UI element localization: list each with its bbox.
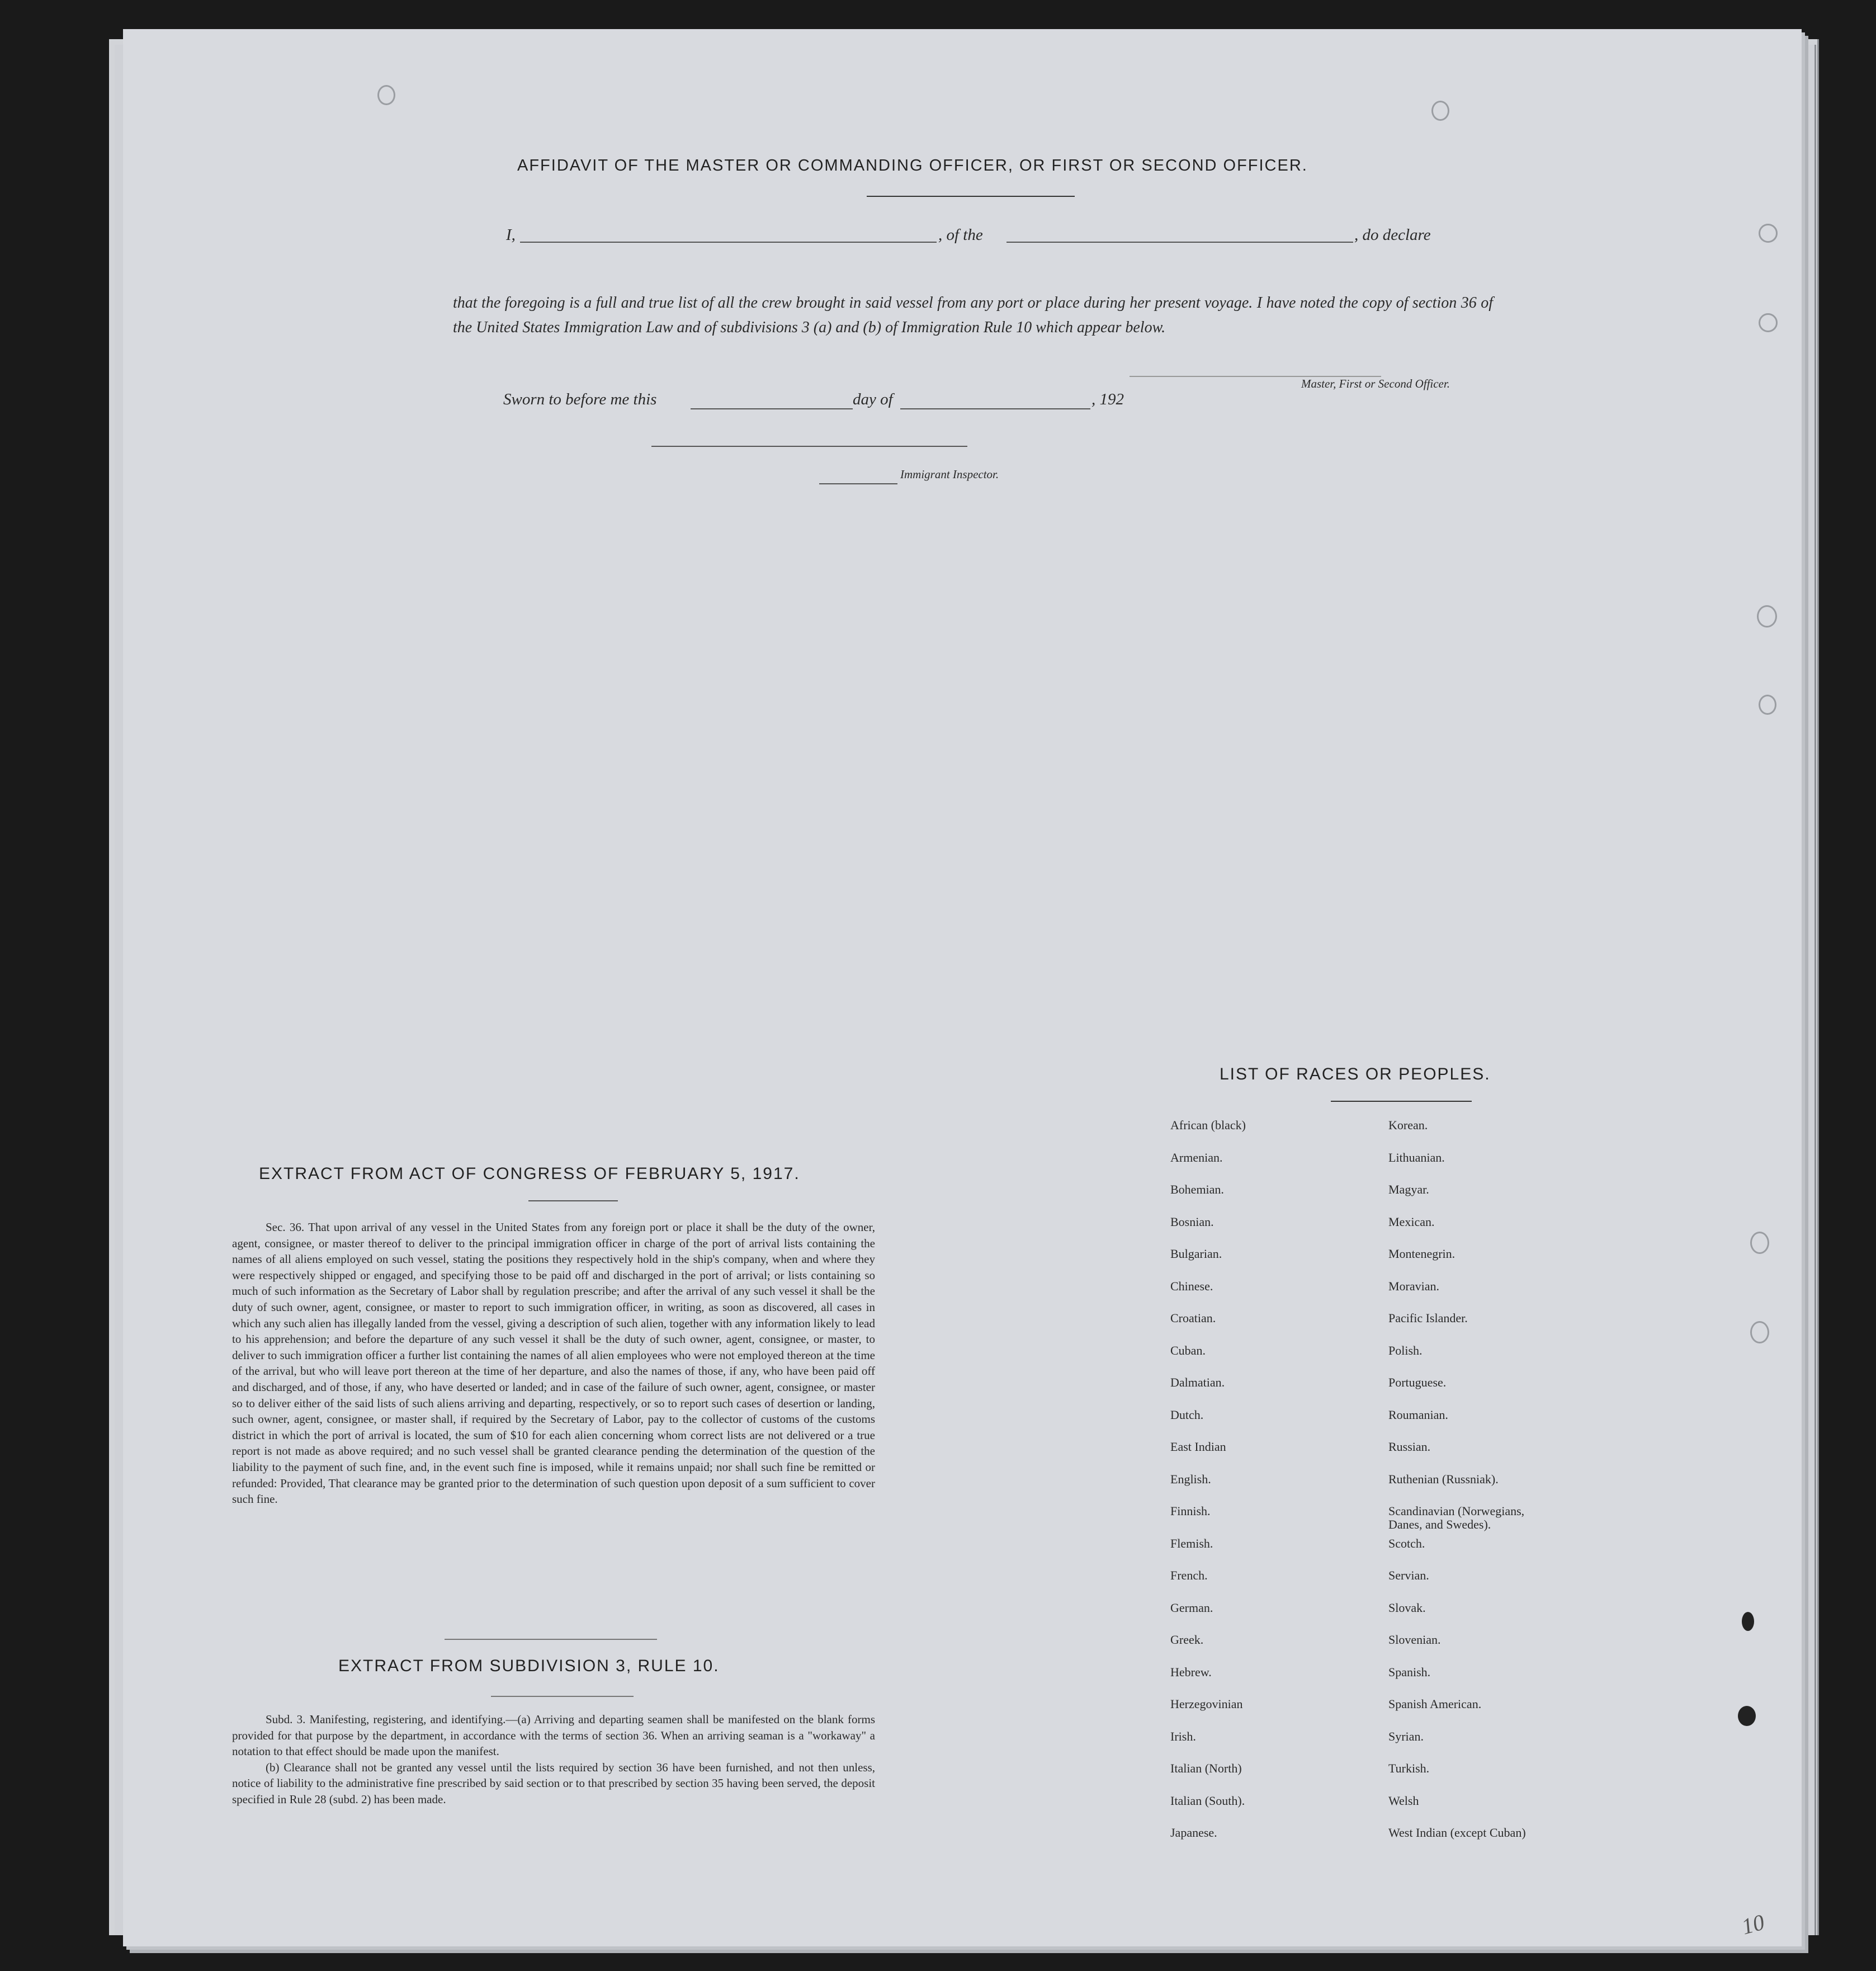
race-entry: Ruthenian (Russniak). [1388, 1472, 1499, 1486]
year-label: , 192 [1091, 390, 1124, 408]
race-entry: Japanese. [1170, 1826, 1217, 1840]
vessel-blank [1006, 242, 1353, 243]
sworn-day-blank [691, 408, 853, 409]
section-36-paragraph: Sec. 36. That upon arrival of any vessel in the United States from any foreign port or place it shall be the duty of the owner, agent, consignee, or master thereof to deliver to the principal immigration officer in charge of the port of arrival lists containing the names of all aliens employed on such vessel, stating the positions they respectively hold in the ship's company, when and where they were respectively shipped or engaged, and specifying those to be paid off and discharged in the port of arrival; or lists containing so much of such information as the Secretary of Labor shall by regulation prescribe; and after the arrival of any such vessel it shall be the duty of such owner, agent, consignee, or master to report to such immigration officer, in writing, as soon as discovered, all cases in which any such alien has illegally landed from the vessel, giving a description of such alien, together with any information likely to lead to his apprehension; and before the departure of any such vessel it shall be the duty of such owner, agent, consignee, or master, to deliver to such immigration officer a further list containing the names of all alien employees who were not employed thereon at the time of the arrival, but who will leave port thereon at the time of her departure, and also the names of those, if any, who have been paid off and discharged, and of those, if any, who have deserted or landed; and in case of the failure of such owner, agent, consignee, or master so to deliver either of the said lists of such aliens arriving and departing, respectively, or so to report such cases of desertion or landing, such owner, agent, consignee, or master shall, if required by the Secretary of Labor, pay to the collector of customs of the customs district in which the port of arrival is located, the sum of $10 for each alien concerning whom correct lists are not delivered or a true report is not made as above required; and no such vessel shall be granted clearance pending the determination of the question of the liability to the payment of such fine, and, in the event such fine is imposed, while it remains unpaid; nor shall such fine be remitted or refunded: Provided, That clearance may be granted prior to the determination of such question upon deposit of a sum sufficient to cover such fine. [232, 1220, 875, 1506]
inspector-caption: Immigrant Inspector. [900, 468, 999, 481]
race-entry: Chinese. [1170, 1279, 1213, 1293]
race-entry: Mexican. [1388, 1214, 1435, 1229]
race-entry: Italian (South). [1170, 1793, 1245, 1808]
race-entry: African (black) [1170, 1118, 1246, 1132]
rule-title-underline [491, 1696, 634, 1697]
affidavit-title: AFFIDAVIT OF THE MASTER OR COMMANDING OFFICER, OR FIRST OR SECOND OFFICER. [517, 157, 1308, 175]
name-blank [520, 242, 937, 243]
race-entry: Roumanian. [1388, 1407, 1448, 1422]
race-entry: Flemish. [1170, 1536, 1213, 1550]
inspector-signature-line [651, 446, 967, 447]
race-entry: Croatian. [1170, 1311, 1216, 1325]
race-entry: Slovenian. [1388, 1633, 1441, 1647]
race-entry: Bohemian. [1170, 1182, 1224, 1196]
race-entry: Russian. [1388, 1440, 1431, 1454]
sworn-label: Sworn to before me this [503, 390, 657, 408]
punch-hole [1757, 605, 1777, 628]
punch-hole [1759, 695, 1776, 715]
master-caption: Master, First or Second Officer. [1301, 377, 1450, 390]
race-entry: Bulgarian. [1170, 1247, 1222, 1261]
race-entry: Korean. [1388, 1118, 1428, 1132]
punch-hole [1750, 1321, 1769, 1343]
section-divider [445, 1639, 657, 1640]
race-entry: Scandinavian (Norwegians, Danes, and Swedes). [1388, 1504, 1525, 1531]
rule-paragraph-b: (b) Clearance shall not be granted any vessel until the lists required by section 36 have been furnished, and not then unless, notice of liability to the administrative fine prescribed by said section or to that prescribed by section 35 having been served, the deposit specified in Rule 28 (subd. 2) has been made. [232, 1760, 875, 1806]
race-entry: Finnish. [1170, 1504, 1211, 1518]
punch-hole [1431, 101, 1449, 121]
race-entry: Polish. [1388, 1343, 1423, 1357]
race-entry: Syrian. [1388, 1729, 1424, 1743]
act-title-underline [528, 1200, 618, 1201]
race-entry: East Indian [1170, 1440, 1226, 1454]
race-entry: Spanish American. [1388, 1697, 1482, 1711]
race-entry: Italian (North) [1170, 1761, 1242, 1775]
punch-hole [1750, 1232, 1769, 1254]
race-entry: German. [1170, 1600, 1213, 1615]
race-entry: Lithuanian. [1388, 1150, 1445, 1164]
race-entry: Dutch. [1170, 1407, 1204, 1422]
affidavit-i-label: I, [506, 226, 516, 244]
race-entry: Greek. [1170, 1633, 1204, 1647]
race-entry: Herzegovinian [1170, 1697, 1243, 1711]
race-entry: Scotch. [1388, 1536, 1425, 1550]
punch-hole [377, 85, 395, 105]
title-underline [867, 196, 1075, 197]
rule-paragraph-a: Subd. 3. Manifesting, registering, and identifying.—(a) Arriving and departing seamen shall be manifested on the blank forms provided for that purpose by the department, in accordance with the terms of section 36. When an arriving seaman is a "workaway" a notation to that effect should be made upon the manifest. [232, 1713, 875, 1758]
ink-mark [1738, 1706, 1756, 1726]
race-entry: Moravian. [1388, 1279, 1440, 1293]
race-entry: Servian. [1388, 1568, 1429, 1582]
affidavit-of-the-label: , of the [938, 226, 983, 244]
affidavit-statement: that the foregoing is a full and true list of all the crew brought in said vessel from any port or place during her present voyage. I have noted the copy of section 36 of the United States Immigration Law and of subdivisions 3 (a) and (b) of Immigration Rule 10 which appear below. [453, 294, 1493, 336]
rule-extract-title: EXTRACT FROM SUBDIVISION 3, RULE 10. [338, 1657, 720, 1675]
affidavit-do-declare-label: , do declare [1354, 226, 1431, 244]
race-entry: West Indian (except Cuban) [1388, 1826, 1526, 1840]
act-extract-text [232, 1219, 875, 1507]
races-title-underline [1331, 1101, 1472, 1102]
race-entry: Cuban. [1170, 1343, 1206, 1357]
race-entry: Armenian. [1170, 1150, 1223, 1164]
race-entry: Slovak. [1388, 1600, 1426, 1615]
races-list-title: LIST OF RACES OR PEOPLES. [1220, 1065, 1491, 1083]
punch-hole [1759, 313, 1778, 332]
rule-extract-text [232, 1711, 875, 1808]
page-number: 10 [1738, 1909, 1768, 1940]
race-entry: Turkish. [1388, 1761, 1430, 1775]
act-extract-title: EXTRACT FROM ACT OF CONGRESS OF FEBRUARY 5, 1917. [259, 1164, 800, 1183]
race-entry: Montenegrin. [1388, 1247, 1456, 1261]
ink-mark [1742, 1612, 1754, 1631]
document-page [123, 29, 1802, 1946]
race-entry: Dalmatian. [1170, 1375, 1225, 1389]
race-entry: French. [1170, 1568, 1208, 1582]
day-of-label: day of [853, 390, 893, 408]
race-entry: Magyar. [1388, 1182, 1429, 1196]
race-entry: Bosnian. [1170, 1214, 1214, 1229]
race-entry: Irish. [1170, 1729, 1196, 1743]
race-entry: Pacific Islander. [1388, 1311, 1468, 1325]
sworn-month-blank [900, 408, 1090, 409]
race-entry: Welsh [1388, 1793, 1419, 1808]
race-entry: English. [1170, 1472, 1211, 1486]
race-entry: Spanish. [1388, 1664, 1431, 1679]
race-entry: Hebrew. [1170, 1664, 1212, 1679]
race-entry: Portuguese. [1388, 1375, 1447, 1389]
inspector-short-line [819, 483, 897, 484]
punch-hole [1759, 224, 1778, 243]
